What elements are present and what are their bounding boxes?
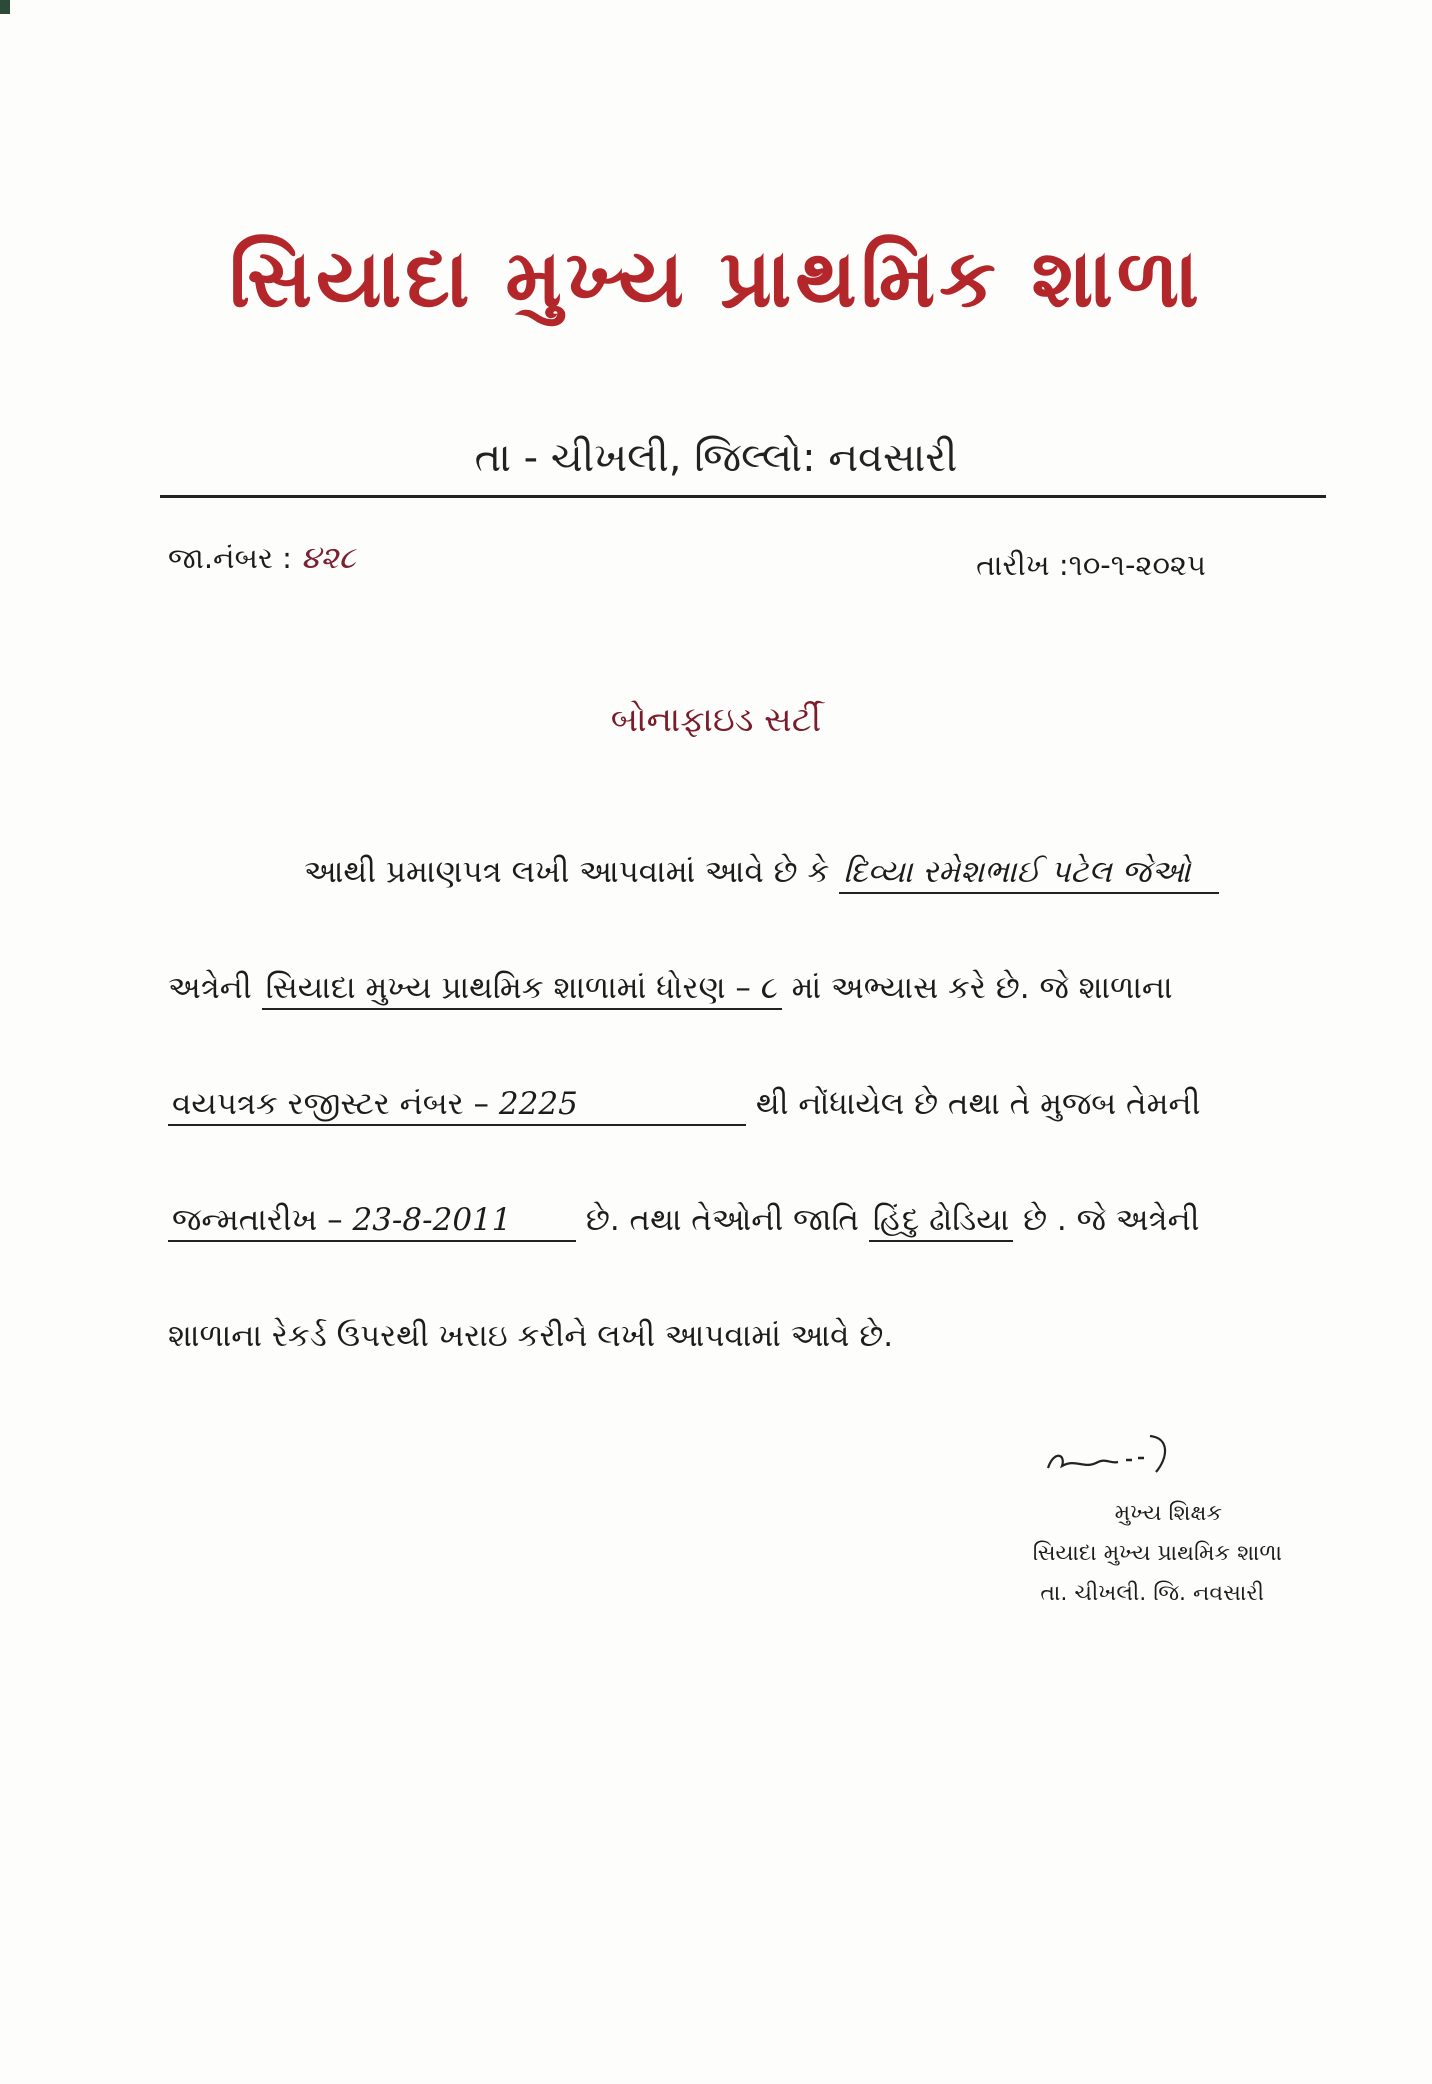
line3-suffix: થી નોંધાયેલ છે તથા તે મુજબ તેમની <box>755 1086 1201 1122</box>
signatory-title: મુખ્ય શિક્ષક <box>1114 1501 1222 1526</box>
signatory-school: સિયાદા મુખ્ય પ્રાથમિક શાળા <box>1032 1541 1282 1566</box>
date-of-birth <box>168 1200 576 1242</box>
line2-prefix: અત્રેની <box>168 970 252 1006</box>
register-number <box>168 1084 746 1126</box>
ref-label: જા.નંબર : <box>168 541 292 575</box>
issue-date <box>976 548 1206 583</box>
dob-label: જન્મતારીખ – <box>172 1202 343 1238</box>
body-line-3 <box>168 1084 1200 1126</box>
line1-text: આથી પ્રમાણપત્ર લખી આપવામાં આવે છે કે <box>304 854 830 890</box>
line2-suffix: માં અભ્યાસ કરે છે. જે શાળાના <box>791 970 1173 1006</box>
ref-value: ૪૨૮ <box>301 540 356 576</box>
signatory-block <box>1033 1494 1282 1614</box>
body-line-2 <box>168 968 1173 1010</box>
dob-value: 23-8-2011 <box>352 1202 512 1238</box>
school-address: તા - ચીખલી, જિલ્લો: નવસારી <box>474 435 958 481</box>
school-name-title: સિયાદા મુખ્ય પ્રાથમિક શાળા <box>229 232 1203 325</box>
corner-mark <box>0 0 10 14</box>
register-value: 2225 <box>498 1086 578 1122</box>
line4-mid: છે. તથા તેઓની જાતિ <box>585 1202 859 1238</box>
body-line-1 <box>304 852 1219 894</box>
reference-number <box>168 540 356 577</box>
date-value: ૧૦-૧-૨૦૨૫ <box>1068 548 1206 582</box>
signatory-place: તા. ચીખલી. જિ. નવસારી <box>1040 1581 1264 1606</box>
school-and-class: સિયાદા મુખ્ય પ્રાથમિક શાળામાં ધોરણ – ૮ <box>262 968 782 1010</box>
body-line-4 <box>168 1200 1200 1242</box>
line4-suffix: છે . જે અત્રેની <box>1023 1202 1200 1238</box>
student-name: દિવ્યા રમેશભાઈ પટેલ જેઓ <box>839 852 1219 894</box>
header-divider <box>160 495 1326 498</box>
register-label: વયપત્રક રજીસ્ટર નંબર – <box>172 1086 490 1122</box>
caste: હિંદુ ઢોડિયા <box>869 1200 1013 1242</box>
body-line-5: શાળાના રેકર્ડ ઉપરથી ખરાઇ કરીને લખી આપવામાં આવે છે. <box>168 1318 894 1354</box>
certificate-heading: બોનાફાઇડ સર્ટી <box>610 700 822 740</box>
signature <box>1040 1428 1180 1488</box>
date-label: તારીખ : <box>976 548 1069 582</box>
